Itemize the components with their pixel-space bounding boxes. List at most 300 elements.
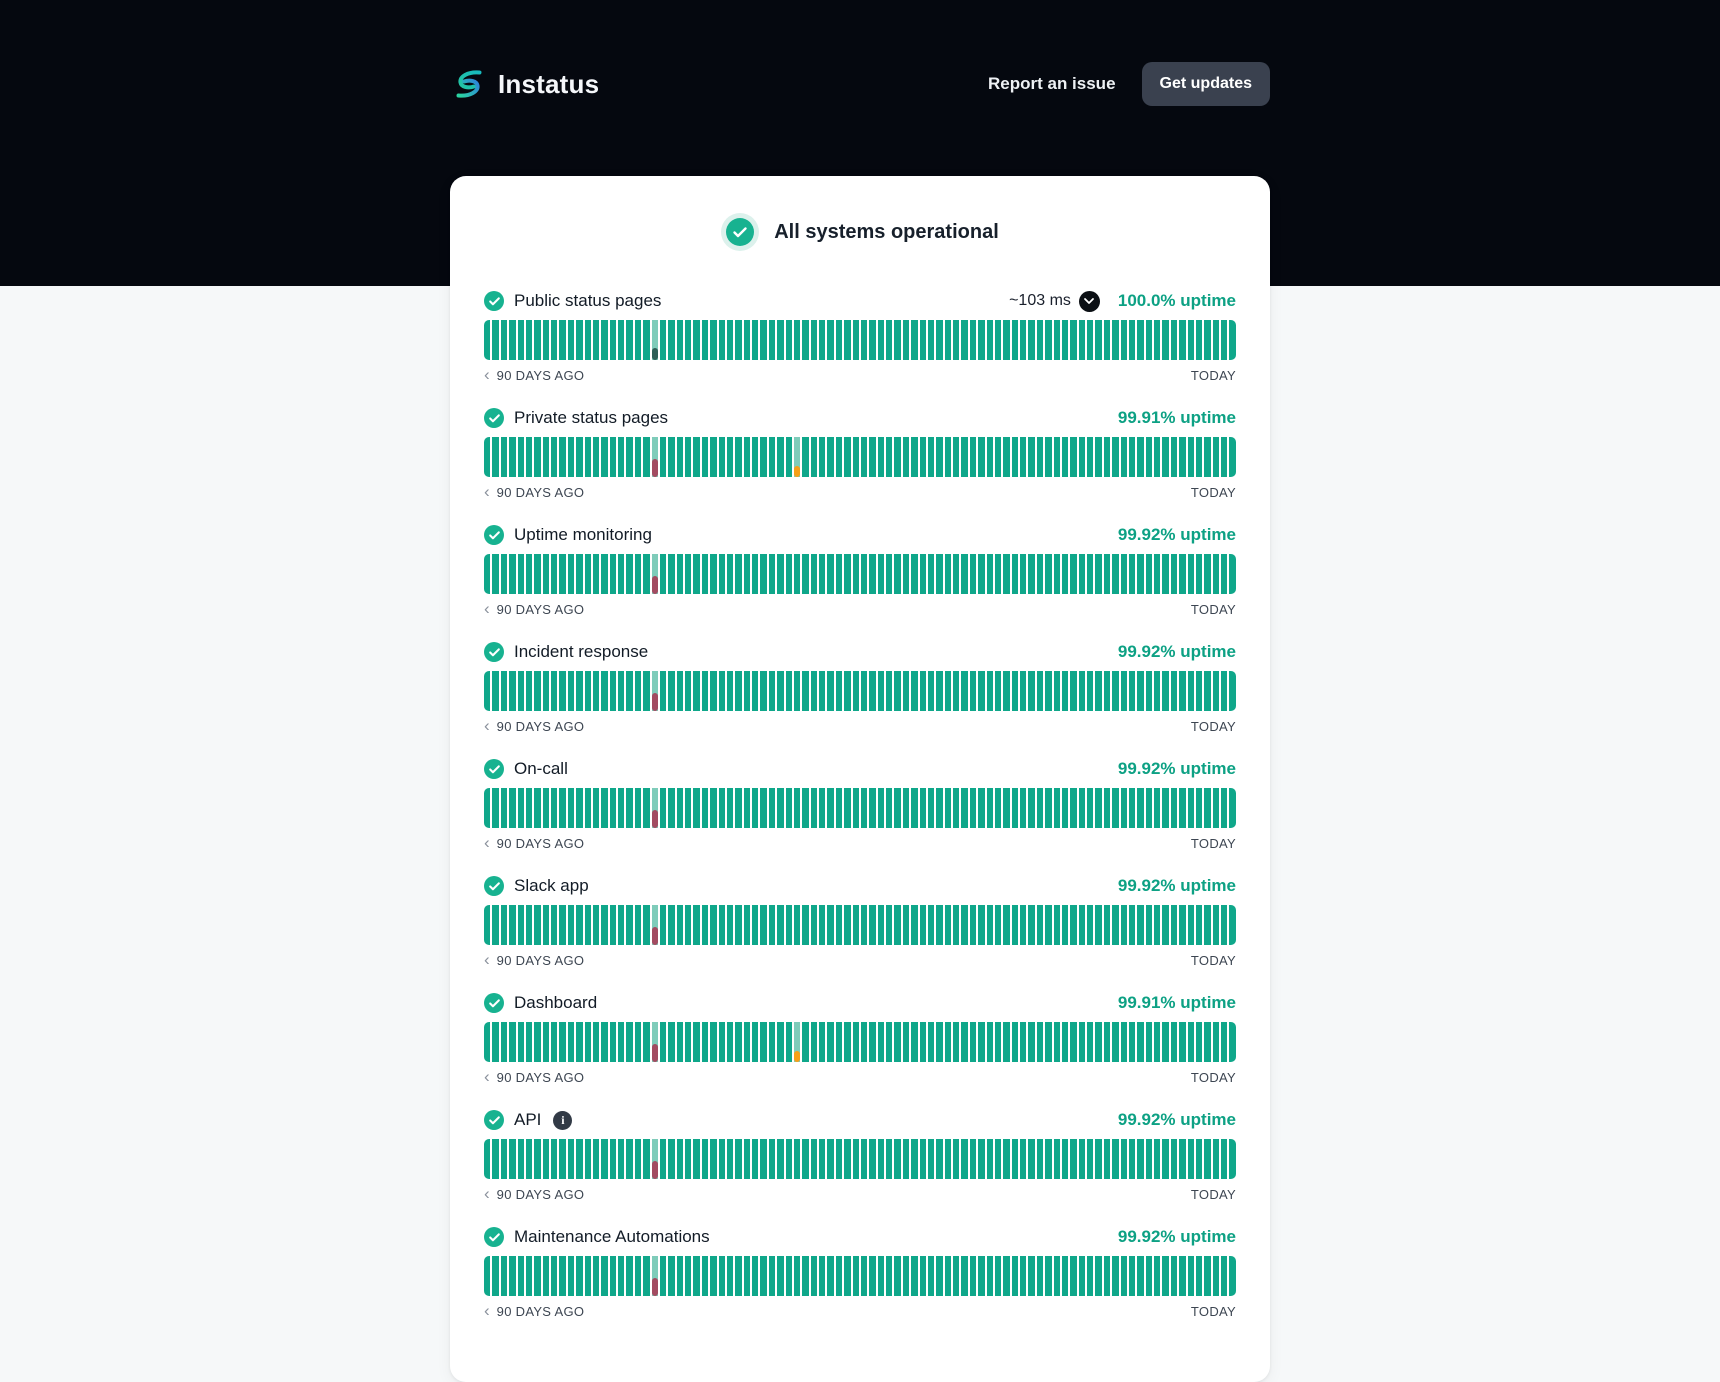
uptime-bar-day[interactable] — [601, 671, 607, 711]
uptime-bar-day[interactable] — [492, 905, 498, 945]
uptime-bar-day[interactable] — [987, 320, 993, 360]
uptime-bar-day[interactable] — [811, 905, 817, 945]
uptime-bar-day[interactable] — [970, 320, 976, 360]
uptime-bar-day[interactable] — [1221, 320, 1227, 360]
uptime-bar-day[interactable] — [869, 554, 875, 594]
uptime-bar-day[interactable] — [1204, 1256, 1210, 1296]
uptime-bar-day[interactable] — [702, 788, 708, 828]
uptime-bar-day[interactable] — [869, 671, 875, 711]
uptime-bar-day[interactable] — [735, 1256, 741, 1296]
uptime-bar-day[interactable] — [1196, 905, 1202, 945]
uptime-bar-day[interactable] — [702, 1139, 708, 1179]
uptime-bar-day[interactable] — [643, 671, 649, 711]
uptime-bar-day[interactable] — [1162, 554, 1168, 594]
uptime-bar-day[interactable] — [760, 905, 766, 945]
uptime-bar-day[interactable] — [702, 320, 708, 360]
uptime-bar-day[interactable] — [1095, 437, 1101, 477]
uptime-bar-day[interactable] — [836, 1256, 842, 1296]
uptime-bar-day[interactable] — [861, 320, 867, 360]
uptime-bar-day[interactable] — [1229, 554, 1235, 594]
uptime-bar-day[interactable] — [1196, 1022, 1202, 1062]
uptime-bar-day[interactable] — [802, 554, 808, 594]
uptime-bar-day[interactable] — [1171, 554, 1177, 594]
uptime-bar-day[interactable] — [794, 788, 800, 828]
uptime-bar-day[interactable] — [928, 905, 934, 945]
uptime-bar-day[interactable] — [1070, 905, 1076, 945]
uptime-bar-day[interactable] — [1204, 788, 1210, 828]
uptime-bar-day[interactable] — [518, 1256, 524, 1296]
uptime-bar-day[interactable] — [953, 788, 959, 828]
uptime-bar-day[interactable] — [626, 1256, 632, 1296]
uptime-bar-day[interactable] — [610, 671, 616, 711]
uptime-bar-day[interactable] — [827, 437, 833, 477]
uptime-bar-day[interactable] — [1129, 671, 1135, 711]
uptime-bar-day[interactable] — [853, 1256, 859, 1296]
uptime-bar-day[interactable] — [668, 1139, 674, 1179]
uptime-bar-day[interactable] — [869, 905, 875, 945]
uptime-bar-day[interactable] — [626, 437, 632, 477]
uptime-bar-day[interactable] — [534, 1139, 540, 1179]
uptime-bar-day[interactable] — [1179, 437, 1185, 477]
uptime-bar-day[interactable] — [518, 320, 524, 360]
uptime-bar-day[interactable] — [1012, 437, 1018, 477]
uptime-bar-day[interactable] — [861, 671, 867, 711]
uptime-bar-day[interactable] — [719, 320, 725, 360]
uptime-bar-day[interactable] — [1079, 905, 1085, 945]
uptime-bar-day[interactable] — [894, 1022, 900, 1062]
uptime-bar-day[interactable] — [618, 554, 624, 594]
uptime-bar-day[interactable] — [1003, 1256, 1009, 1296]
uptime-bar-day[interactable] — [1154, 437, 1160, 477]
uptime-bar-day[interactable] — [484, 671, 490, 711]
uptime-bar-day[interactable] — [1129, 1139, 1135, 1179]
uptime-bar-day[interactable] — [568, 788, 574, 828]
uptime-bar-day[interactable] — [802, 320, 808, 360]
uptime-bar-day[interactable] — [920, 1022, 926, 1062]
uptime-bar-day[interactable] — [903, 320, 909, 360]
uptime-bar-day[interactable] — [1095, 1022, 1101, 1062]
uptime-bar-day[interactable] — [1079, 554, 1085, 594]
uptime-bar-day[interactable] — [635, 905, 641, 945]
uptime-bar-day[interactable] — [903, 1139, 909, 1179]
uptime-bar-day[interactable] — [601, 554, 607, 594]
uptime-bar-day[interactable] — [853, 905, 859, 945]
uptime-bar-day[interactable] — [945, 788, 951, 828]
uptime-bar-day[interactable] — [794, 1256, 800, 1296]
uptime-bar-day[interactable] — [794, 320, 800, 360]
uptime-bar-day[interactable] — [1121, 1139, 1127, 1179]
uptime-bar-day[interactable] — [786, 554, 792, 594]
uptime-bar-day[interactable] — [1070, 320, 1076, 360]
timeline-back-control[interactable] — [484, 832, 585, 852]
uptime-bar-day[interactable] — [794, 1139, 800, 1179]
uptime-bar-day[interactable] — [819, 905, 825, 945]
uptime-bar-day[interactable] — [1146, 788, 1152, 828]
uptime-bar-day[interactable] — [576, 1139, 582, 1179]
uptime-bar-day[interactable] — [618, 671, 624, 711]
uptime-bar-day[interactable] — [1104, 320, 1110, 360]
uptime-bar-day[interactable] — [1171, 1256, 1177, 1296]
uptime-bar-day[interactable] — [1129, 320, 1135, 360]
uptime-bar-day[interactable] — [1146, 1256, 1152, 1296]
uptime-bar-day[interactable] — [1012, 1022, 1018, 1062]
uptime-bar-day[interactable] — [593, 1022, 599, 1062]
uptime-bar-day[interactable] — [1045, 905, 1051, 945]
uptime-bar-day[interactable] — [760, 1256, 766, 1296]
uptime-bar-day[interactable] — [1054, 1139, 1060, 1179]
uptime-bar-day[interactable] — [585, 1022, 591, 1062]
uptime-bar-day[interactable] — [1146, 1139, 1152, 1179]
uptime-bar-day[interactable] — [953, 437, 959, 477]
uptime-bar-day[interactable] — [827, 554, 833, 594]
uptime-bar-day[interactable] — [945, 1022, 951, 1062]
uptime-bar-day[interactable] — [752, 905, 758, 945]
uptime-bar-day[interactable] — [894, 671, 900, 711]
uptime-bar-day[interactable] — [786, 437, 792, 477]
uptime-bar-day[interactable] — [1054, 1256, 1060, 1296]
timeline-back-control[interactable] — [484, 1183, 585, 1203]
uptime-bar-day[interactable] — [1079, 1139, 1085, 1179]
uptime-bar-day[interactable] — [735, 320, 741, 360]
uptime-bar-day[interactable] — [618, 320, 624, 360]
uptime-bar-day[interactable] — [660, 788, 666, 828]
uptime-bar-day[interactable] — [1054, 320, 1060, 360]
uptime-bar-day[interactable] — [1087, 437, 1093, 477]
uptime-bar-day[interactable] — [643, 788, 649, 828]
uptime-bar-day[interactable] — [1146, 554, 1152, 594]
uptime-bar-day[interactable] — [961, 320, 967, 360]
uptime-bar-day[interactable] — [1188, 788, 1194, 828]
uptime-bar-day[interactable] — [836, 905, 842, 945]
uptime-bar-day[interactable] — [836, 437, 842, 477]
uptime-bar-day[interactable] — [903, 437, 909, 477]
uptime-bar-day[interactable] — [978, 1256, 984, 1296]
uptime-bar-day[interactable] — [1112, 788, 1118, 828]
uptime-bar-day[interactable] — [1087, 554, 1093, 594]
uptime-bar-day[interactable] — [543, 1022, 549, 1062]
timeline-back-control[interactable] — [484, 715, 585, 735]
uptime-bar-day[interactable] — [1196, 437, 1202, 477]
uptime-bar-day[interactable] — [1204, 1139, 1210, 1179]
uptime-bar-day[interactable] — [1188, 554, 1194, 594]
uptime-bar-day[interactable] — [1162, 905, 1168, 945]
uptime-bar-day[interactable] — [911, 320, 917, 360]
uptime-bar-day[interactable] — [836, 671, 842, 711]
uptime-bar-day[interactable] — [1070, 554, 1076, 594]
uptime-bar-day[interactable] — [920, 1256, 926, 1296]
uptime-bar-day[interactable] — [643, 1022, 649, 1062]
uptime-bar-day[interactable] — [685, 905, 691, 945]
uptime-bar-day[interactable] — [1087, 320, 1093, 360]
uptime-bar-day[interactable] — [492, 1022, 498, 1062]
uptime-bar-day[interactable] — [484, 320, 490, 360]
uptime-bar-day[interactable] — [1213, 320, 1219, 360]
uptime-bar-day[interactable] — [928, 437, 934, 477]
uptime-bar-day[interactable] — [978, 905, 984, 945]
uptime-bar-day[interactable] — [911, 1256, 917, 1296]
uptime-bar-day[interactable] — [911, 1022, 917, 1062]
uptime-bar-day[interactable] — [744, 320, 750, 360]
uptime-bar-day[interactable] — [1062, 671, 1068, 711]
uptime-bar-day[interactable] — [1020, 320, 1026, 360]
uptime-bar-day[interactable] — [844, 788, 850, 828]
uptime-bar-day[interactable] — [869, 1139, 875, 1179]
uptime-bar-day[interactable] — [811, 437, 817, 477]
uptime-bar-day[interactable] — [802, 788, 808, 828]
uptime-bar-day[interactable] — [760, 1022, 766, 1062]
uptime-bar-day[interactable] — [492, 671, 498, 711]
uptime-bar-day[interactable] — [945, 320, 951, 360]
uptime-bar-day[interactable] — [601, 437, 607, 477]
uptime-bar-day[interactable] — [652, 554, 658, 594]
uptime-bar-day[interactable] — [1003, 554, 1009, 594]
uptime-bar-day[interactable] — [601, 788, 607, 828]
uptime-bar-day[interactable] — [1137, 1256, 1143, 1296]
uptime-bar-day[interactable] — [1229, 1139, 1235, 1179]
uptime-bar-day[interactable] — [1020, 671, 1026, 711]
uptime-bar-day[interactable] — [1028, 1022, 1034, 1062]
uptime-bar-day[interactable] — [1221, 1022, 1227, 1062]
uptime-bar-day[interactable] — [1204, 437, 1210, 477]
uptime-bar-day[interactable] — [1154, 905, 1160, 945]
uptime-bar-day[interactable] — [878, 1022, 884, 1062]
timeline-back-control[interactable] — [484, 598, 585, 618]
uptime-bar-day[interactable] — [677, 1256, 683, 1296]
uptime-bar-day[interactable] — [693, 1139, 699, 1179]
uptime-bar-day[interactable] — [987, 905, 993, 945]
uptime-bar-day[interactable] — [727, 1022, 733, 1062]
uptime-bar-day[interactable] — [936, 320, 942, 360]
uptime-bar-day[interactable] — [702, 1022, 708, 1062]
uptime-bar-day[interactable] — [559, 320, 565, 360]
uptime-bar-day[interactable] — [786, 788, 792, 828]
uptime-bar-day[interactable] — [861, 1022, 867, 1062]
uptime-bar-day[interactable] — [484, 437, 490, 477]
uptime-bar-day[interactable] — [844, 1139, 850, 1179]
uptime-bar-day[interactable] — [903, 1256, 909, 1296]
uptime-bar-day[interactable] — [526, 1022, 532, 1062]
uptime-bar-day[interactable] — [970, 788, 976, 828]
uptime-bar-day[interactable] — [509, 1139, 515, 1179]
uptime-bar-day[interactable] — [861, 788, 867, 828]
uptime-bar-day[interactable] — [802, 1022, 808, 1062]
uptime-bar-day[interactable] — [1104, 437, 1110, 477]
uptime-bar-day[interactable] — [1171, 437, 1177, 477]
uptime-bar-day[interactable] — [811, 788, 817, 828]
uptime-bar-day[interactable] — [1196, 554, 1202, 594]
uptime-bar-day[interactable] — [593, 1256, 599, 1296]
uptime-bar-day[interactable] — [626, 1139, 632, 1179]
uptime-bar-day[interactable] — [853, 788, 859, 828]
uptime-bar-day[interactable] — [1003, 320, 1009, 360]
uptime-bar-day[interactable] — [953, 1256, 959, 1296]
uptime-bar-day[interactable] — [1162, 788, 1168, 828]
uptime-bar-day[interactable] — [1171, 671, 1177, 711]
uptime-bar-day[interactable] — [894, 320, 900, 360]
uptime-bar-day[interactable] — [576, 1022, 582, 1062]
uptime-bar-day[interactable] — [1129, 437, 1135, 477]
uptime-bar-day[interactable] — [551, 1022, 557, 1062]
uptime-bar-day[interactable] — [1137, 1022, 1143, 1062]
uptime-bar-day[interactable] — [811, 554, 817, 594]
uptime-bar-day[interactable] — [1054, 905, 1060, 945]
uptime-bar-day[interactable] — [878, 554, 884, 594]
uptime-bar-day[interactable] — [1204, 554, 1210, 594]
uptime-bar-day[interactable] — [492, 437, 498, 477]
uptime-bar-day[interactable] — [1054, 554, 1060, 594]
uptime-bar-day[interactable] — [685, 1139, 691, 1179]
uptime-bar-day[interactable] — [995, 788, 1001, 828]
report-issue-link[interactable]: Report an issue — [987, 74, 1116, 93]
uptime-bar-day[interactable] — [903, 1022, 909, 1062]
uptime-bar-day[interactable] — [618, 437, 624, 477]
uptime-bar-day[interactable] — [576, 437, 582, 477]
uptime-bar-day[interactable] — [953, 905, 959, 945]
uptime-bar-day[interactable] — [727, 437, 733, 477]
uptime-bar-day[interactable] — [953, 1022, 959, 1062]
uptime-bar-day[interactable] — [652, 437, 658, 477]
uptime-bar-day[interactable] — [626, 320, 632, 360]
uptime-bar-day[interactable] — [1112, 554, 1118, 594]
uptime-bar-day[interactable] — [853, 554, 859, 594]
uptime-bar-day[interactable] — [635, 554, 641, 594]
uptime-bar-day[interactable] — [1146, 905, 1152, 945]
uptime-bar-day[interactable] — [1129, 554, 1135, 594]
uptime-bar-day[interactable] — [1213, 1022, 1219, 1062]
uptime-bar-day[interactable] — [827, 671, 833, 711]
uptime-bar-day[interactable] — [760, 788, 766, 828]
uptime-bar-day[interactable] — [585, 320, 591, 360]
uptime-bar-day[interactable] — [1079, 788, 1085, 828]
uptime-bar-day[interactable] — [492, 554, 498, 594]
uptime-bar-day[interactable] — [1204, 320, 1210, 360]
uptime-bar-day[interactable] — [1229, 1256, 1235, 1296]
uptime-bar-day[interactable] — [844, 1022, 850, 1062]
uptime-bar-day[interactable] — [1104, 671, 1110, 711]
uptime-bar-day[interactable] — [786, 1022, 792, 1062]
uptime-bar-day[interactable] — [894, 554, 900, 594]
uptime-bar-day[interactable] — [492, 1139, 498, 1179]
uptime-bar-day[interactable] — [1137, 905, 1143, 945]
uptime-bar-day[interactable] — [1121, 788, 1127, 828]
uptime-bar-day[interactable] — [869, 1022, 875, 1062]
uptime-bar-day[interactable] — [509, 437, 515, 477]
uptime-bar-day[interactable] — [1221, 671, 1227, 711]
uptime-bar-day[interactable] — [878, 788, 884, 828]
uptime-bar-day[interactable] — [601, 1139, 607, 1179]
uptime-bar-day[interactable] — [1070, 1139, 1076, 1179]
uptime-bar-day[interactable] — [911, 437, 917, 477]
uptime-bar-day[interactable] — [777, 1139, 783, 1179]
uptime-bar-day[interactable] — [1045, 1256, 1051, 1296]
uptime-bar-day[interactable] — [987, 788, 993, 828]
uptime-bar-day[interactable] — [1221, 905, 1227, 945]
uptime-bar-day[interactable] — [635, 788, 641, 828]
uptime-bar-day[interactable] — [568, 905, 574, 945]
uptime-bar-day[interactable] — [744, 671, 750, 711]
uptime-bar-day[interactable] — [978, 1139, 984, 1179]
uptime-bar-day[interactable] — [777, 905, 783, 945]
uptime-bar-day[interactable] — [911, 905, 917, 945]
uptime-bar-day[interactable] — [693, 437, 699, 477]
uptime-bar-day[interactable] — [819, 1139, 825, 1179]
uptime-bar-day[interactable] — [1196, 1256, 1202, 1296]
uptime-bar-day[interactable] — [978, 320, 984, 360]
uptime-bar-day[interactable] — [794, 671, 800, 711]
uptime-bar-day[interactable] — [509, 905, 515, 945]
uptime-bar-day[interactable] — [970, 1139, 976, 1179]
uptime-bar-day[interactable] — [777, 437, 783, 477]
uptime-bar-day[interactable] — [1012, 1256, 1018, 1296]
uptime-bar-day[interactable] — [635, 1139, 641, 1179]
uptime-bar-day[interactable] — [928, 1139, 934, 1179]
uptime-bar-day[interactable] — [928, 671, 934, 711]
uptime-bar-day[interactable] — [693, 905, 699, 945]
uptime-bar-day[interactable] — [1112, 437, 1118, 477]
uptime-bar-day[interactable] — [1037, 320, 1043, 360]
uptime-bar-day[interactable] — [501, 437, 507, 477]
uptime-bar-day[interactable] — [836, 320, 842, 360]
uptime-bar-day[interactable] — [1037, 1022, 1043, 1062]
uptime-bar-day[interactable] — [576, 554, 582, 594]
uptime-bar-day[interactable] — [1154, 320, 1160, 360]
uptime-bar-day[interactable] — [886, 1139, 892, 1179]
uptime-bar-day[interactable] — [995, 320, 1001, 360]
uptime-bar-day[interactable] — [1028, 320, 1034, 360]
uptime-bar-day[interactable] — [526, 1139, 532, 1179]
uptime-bar-day[interactable] — [1137, 1139, 1143, 1179]
uptime-bar-day[interactable] — [719, 905, 725, 945]
uptime-bar-day[interactable] — [501, 788, 507, 828]
uptime-bar-day[interactable] — [643, 437, 649, 477]
uptime-bar-day[interactable] — [1028, 905, 1034, 945]
uptime-bar-day[interactable] — [727, 671, 733, 711]
uptime-bar-day[interactable] — [719, 437, 725, 477]
uptime-bar-day[interactable] — [752, 1256, 758, 1296]
uptime-bar-day[interactable] — [1196, 320, 1202, 360]
uptime-bar-day[interactable] — [660, 1256, 666, 1296]
uptime-bar-day[interactable] — [878, 1139, 884, 1179]
uptime-bar-day[interactable] — [1162, 671, 1168, 711]
uptime-bar-day[interactable] — [559, 554, 565, 594]
uptime-bar-day[interactable] — [601, 320, 607, 360]
uptime-bar-day[interactable] — [836, 1139, 842, 1179]
uptime-bar-day[interactable] — [786, 905, 792, 945]
uptime-bar-day[interactable] — [886, 788, 892, 828]
uptime-bar-day[interactable] — [610, 1256, 616, 1296]
uptime-bar-day[interactable] — [559, 671, 565, 711]
uptime-bar-day[interactable] — [903, 554, 909, 594]
uptime-bar-day[interactable] — [618, 1256, 624, 1296]
uptime-bar-day[interactable] — [593, 437, 599, 477]
uptime-bar-day[interactable] — [1079, 320, 1085, 360]
uptime-bar-day[interactable] — [643, 1139, 649, 1179]
uptime-bar-day[interactable] — [526, 554, 532, 594]
uptime-bar-day[interactable] — [1037, 1256, 1043, 1296]
uptime-bar-day[interactable] — [752, 554, 758, 594]
uptime-bar-day[interactable] — [1179, 554, 1185, 594]
uptime-bar-day[interactable] — [1154, 1139, 1160, 1179]
uptime-bar-day[interactable] — [1188, 437, 1194, 477]
uptime-bar-day[interactable] — [936, 671, 942, 711]
chevron-down-icon[interactable] — [1079, 291, 1100, 312]
uptime-bar-day[interactable] — [752, 437, 758, 477]
uptime-bar-day[interactable] — [844, 554, 850, 594]
uptime-bar-day[interactable] — [1162, 1022, 1168, 1062]
uptime-bar-day[interactable] — [1045, 320, 1051, 360]
uptime-bar-day[interactable] — [1188, 320, 1194, 360]
uptime-bar-day[interactable] — [760, 320, 766, 360]
